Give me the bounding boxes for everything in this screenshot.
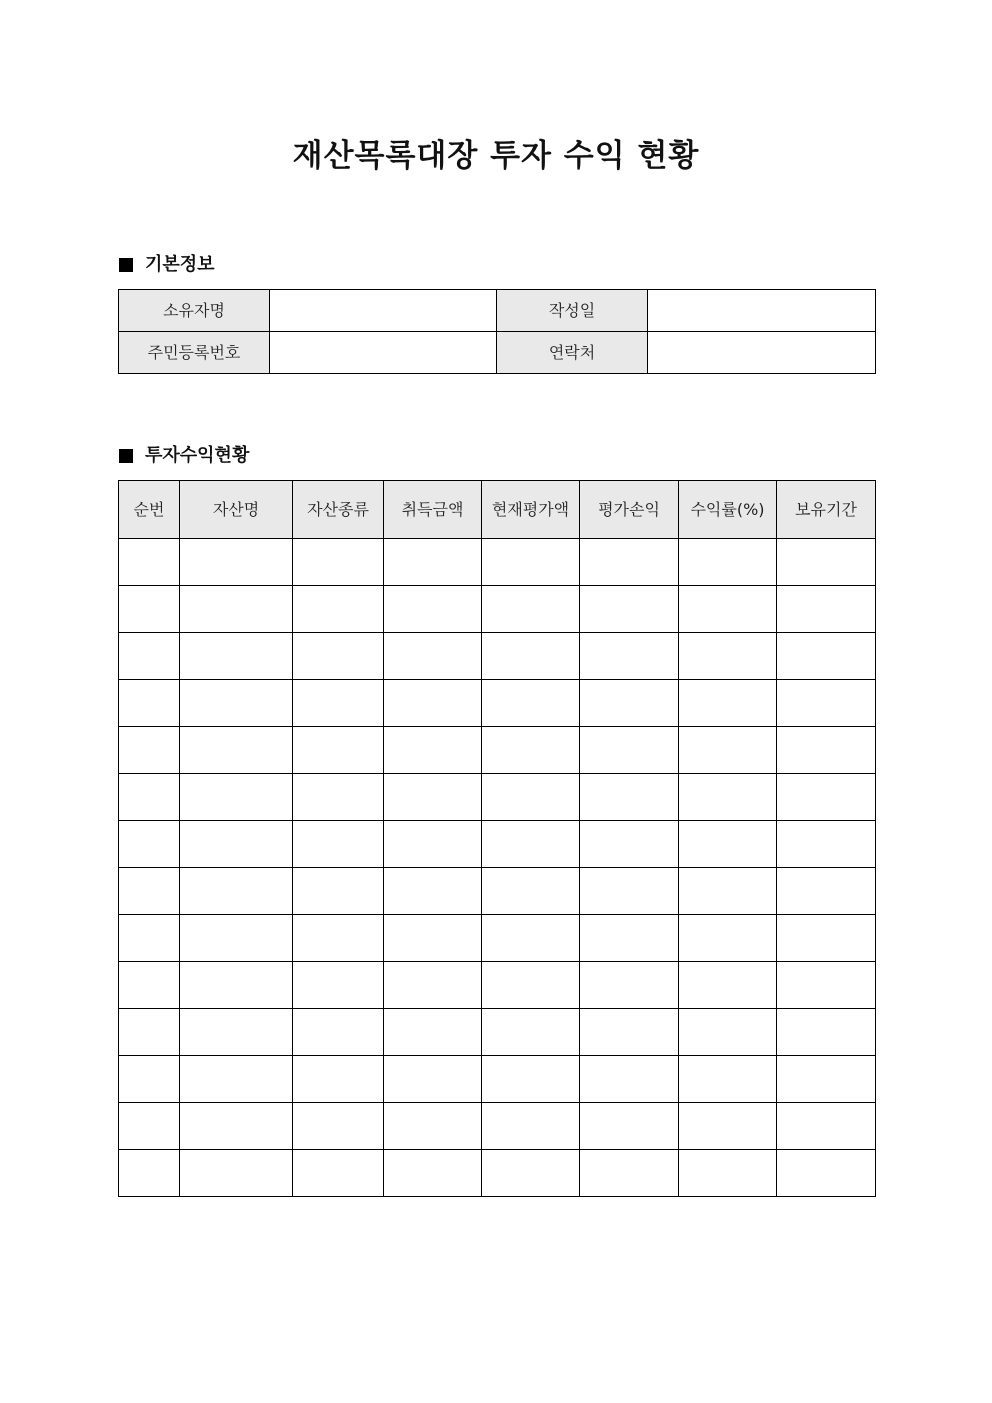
table-cell[interactable] — [180, 1056, 293, 1103]
table-cell[interactable] — [482, 539, 580, 586]
table-cell[interactable] — [580, 1150, 679, 1197]
table-row — [119, 727, 876, 774]
table-cell[interactable] — [482, 1009, 580, 1056]
table-cell[interactable] — [777, 539, 876, 586]
table-cell[interactable] — [482, 821, 580, 868]
basic-info-row — [119, 290, 876, 332]
table-cell[interactable] — [580, 821, 679, 868]
table-cell[interactable] — [384, 727, 482, 774]
table-cell[interactable] — [679, 680, 777, 727]
table-cell[interactable] — [293, 1103, 384, 1150]
table-cell[interactable] — [180, 633, 293, 680]
table-cell[interactable] — [580, 962, 679, 1009]
table-cell[interactable] — [580, 915, 679, 962]
table-cell[interactable] — [180, 1103, 293, 1150]
table-cell[interactable] — [777, 633, 876, 680]
table-cell[interactable] — [482, 727, 580, 774]
investment-header-row — [119, 481, 876, 539]
table-cell[interactable] — [679, 915, 777, 962]
table-cell[interactable] — [384, 821, 482, 868]
table-cell[interactable] — [180, 586, 293, 633]
table-cell[interactable] — [384, 868, 482, 915]
table-row — [119, 915, 876, 962]
table-cell[interactable] — [293, 1150, 384, 1197]
table-cell[interactable] — [482, 1150, 580, 1197]
table-cell[interactable] — [119, 915, 180, 962]
table-cell[interactable] — [482, 633, 580, 680]
table-cell[interactable] — [679, 727, 777, 774]
table-cell[interactable] — [679, 868, 777, 915]
table-cell[interactable] — [180, 868, 293, 915]
table-cell[interactable] — [777, 586, 876, 633]
table-cell[interactable] — [679, 821, 777, 868]
basic-info-table — [118, 289, 876, 374]
table-cell[interactable] — [180, 680, 293, 727]
table-cell[interactable] — [293, 962, 384, 1009]
table-cell[interactable] — [180, 727, 293, 774]
column-header-asset-type: 자산종류 — [293, 481, 384, 539]
table-cell[interactable] — [777, 962, 876, 1009]
column-header-current-value: 현재평가액 — [482, 481, 580, 539]
table-cell[interactable] — [293, 539, 384, 586]
table-cell[interactable] — [679, 586, 777, 633]
table-cell[interactable] — [777, 821, 876, 868]
table-cell[interactable] — [679, 539, 777, 586]
table-cell[interactable] — [580, 680, 679, 727]
section-heading-investment — [119, 444, 249, 468]
table-cell[interactable] — [180, 1009, 293, 1056]
owner-name-label: 소유자명 — [119, 290, 270, 332]
table-cell[interactable] — [777, 727, 876, 774]
table-cell[interactable] — [679, 774, 777, 821]
table-cell[interactable] — [293, 586, 384, 633]
table-cell[interactable] — [293, 915, 384, 962]
table-cell[interactable] — [384, 1056, 482, 1103]
table-cell[interactable] — [384, 633, 482, 680]
table-cell[interactable] — [580, 1056, 679, 1103]
table-cell[interactable] — [482, 1103, 580, 1150]
table-cell[interactable] — [384, 962, 482, 1009]
table-row — [119, 1150, 876, 1197]
table-cell[interactable] — [580, 539, 679, 586]
table-cell[interactable] — [384, 539, 482, 586]
table-cell[interactable] — [777, 915, 876, 962]
table-cell[interactable] — [679, 1009, 777, 1056]
table-cell[interactable] — [679, 1056, 777, 1103]
table-cell[interactable] — [119, 633, 180, 680]
table-cell[interactable] — [777, 774, 876, 821]
table-cell[interactable] — [580, 727, 679, 774]
table-cell[interactable] — [119, 962, 180, 1009]
table-cell[interactable] — [293, 680, 384, 727]
table-row — [119, 586, 876, 633]
table-cell[interactable] — [482, 915, 580, 962]
investment-table — [118, 480, 876, 1197]
column-header-asset-name: 자산명 — [180, 481, 293, 539]
table-cell[interactable] — [679, 633, 777, 680]
table-cell[interactable] — [580, 774, 679, 821]
table-cell[interactable] — [119, 1103, 180, 1150]
table-row — [119, 633, 876, 680]
table-cell[interactable] — [180, 774, 293, 821]
table-cell[interactable] — [384, 586, 482, 633]
table-row — [119, 1009, 876, 1056]
table-cell[interactable] — [293, 821, 384, 868]
page-title: 재산목록대장 투자 수익 현황 — [292, 138, 700, 174]
table-cell[interactable] — [293, 727, 384, 774]
table-cell[interactable] — [777, 1103, 876, 1150]
table-cell[interactable] — [384, 680, 482, 727]
table-row — [119, 774, 876, 821]
table-cell[interactable] — [482, 868, 580, 915]
owner-name-field[interactable] — [270, 290, 497, 332]
table-cell[interactable] — [384, 1103, 482, 1150]
table-cell[interactable] — [119, 774, 180, 821]
table-row — [119, 868, 876, 915]
written-date-label: 작성일 — [497, 290, 648, 332]
table-cell[interactable] — [580, 868, 679, 915]
table-cell[interactable] — [119, 680, 180, 727]
table-cell[interactable] — [679, 962, 777, 1009]
section-heading-label: 투자수익현황 — [145, 445, 250, 466]
table-cell[interactable] — [777, 1056, 876, 1103]
table-cell[interactable] — [119, 586, 180, 633]
table-cell[interactable] — [293, 633, 384, 680]
table-cell[interactable] — [580, 586, 679, 633]
table-cell[interactable] — [119, 727, 180, 774]
table-cell[interactable] — [384, 774, 482, 821]
section-heading-basic-info — [119, 253, 215, 277]
table-cell[interactable] — [679, 1103, 777, 1150]
table-cell[interactable] — [777, 868, 876, 915]
table-row — [119, 680, 876, 727]
square-bullet-icon — [119, 258, 133, 272]
investment-table-body — [119, 539, 876, 1197]
table-row — [119, 821, 876, 868]
table-cell[interactable] — [293, 868, 384, 915]
table-cell[interactable] — [293, 1056, 384, 1103]
table-row — [119, 539, 876, 586]
contact-label: 연락처 — [497, 332, 648, 374]
table-cell[interactable] — [384, 1150, 482, 1197]
table-cell[interactable] — [293, 774, 384, 821]
table-cell[interactable] — [119, 821, 180, 868]
table-cell[interactable] — [119, 539, 180, 586]
table-cell[interactable] — [180, 962, 293, 1009]
table-cell[interactable] — [180, 539, 293, 586]
column-header-return-rate: 수익률(%) — [679, 481, 777, 539]
table-row — [119, 1056, 876, 1103]
table-cell[interactable] — [119, 1056, 180, 1103]
square-bullet-icon — [119, 449, 133, 463]
column-header-valuation-gain: 평가손익 — [580, 481, 679, 539]
resident-number-label: 주민등록번호 — [119, 332, 270, 374]
basic-info-row — [119, 332, 876, 374]
written-date-field[interactable] — [648, 290, 876, 332]
table-cell[interactable] — [777, 680, 876, 727]
table-cell[interactable] — [482, 586, 580, 633]
table-cell[interactable] — [384, 1009, 482, 1056]
column-header-acquisition-amount: 취득금액 — [384, 481, 482, 539]
table-cell[interactable] — [180, 915, 293, 962]
table-cell[interactable] — [180, 821, 293, 868]
table-cell[interactable] — [777, 1150, 876, 1197]
table-cell[interactable] — [119, 1009, 180, 1056]
table-cell[interactable] — [384, 915, 482, 962]
table-cell[interactable] — [119, 1150, 180, 1197]
table-cell[interactable] — [580, 1009, 679, 1056]
table-cell[interactable] — [580, 1103, 679, 1150]
resident-number-field[interactable] — [270, 332, 497, 374]
table-cell[interactable] — [580, 633, 679, 680]
section-heading-label: 기본정보 — [145, 254, 215, 275]
table-cell[interactable] — [482, 962, 580, 1009]
table-cell[interactable] — [180, 1150, 293, 1197]
table-cell[interactable] — [777, 1009, 876, 1056]
column-header-holding-period: 보유기간 — [777, 481, 876, 539]
table-cell[interactable] — [119, 868, 180, 915]
table-row — [119, 1103, 876, 1150]
table-cell[interactable] — [482, 774, 580, 821]
table-row — [119, 962, 876, 1009]
column-header-seq: 순번 — [119, 481, 180, 539]
table-cell[interactable] — [482, 680, 580, 727]
table-cell[interactable] — [293, 1009, 384, 1056]
table-cell[interactable] — [482, 1056, 580, 1103]
contact-field[interactable] — [648, 332, 876, 374]
table-cell[interactable] — [679, 1150, 777, 1197]
